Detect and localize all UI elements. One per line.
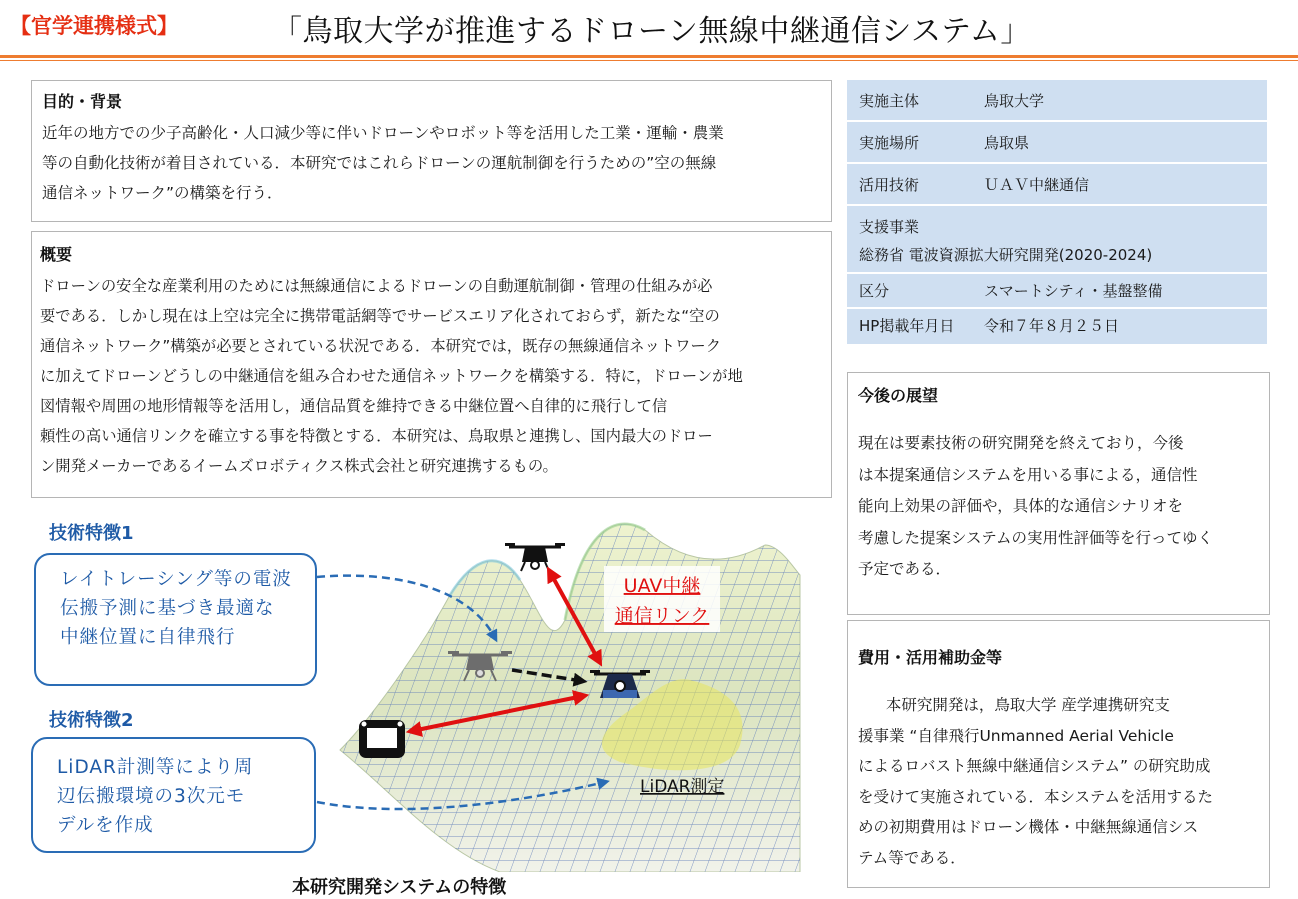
header-rule <box>0 55 1298 58</box>
form-tag: 【官学連携様式】 <box>10 14 178 38</box>
overview-line: 要である．しかし現在は上空は完全に携帯電話網等でサービスエリア化されておらず，新たな“空の <box>40 307 720 325</box>
info-row-location <box>847 122 1267 164</box>
funding-heading: 費用・活用補助金等 <box>858 648 1003 667</box>
feature2-line: LiDAR計測等により周 <box>57 757 254 778</box>
info-label: HP掲載年月日 <box>859 317 955 335</box>
funding-line: を受けて実施されている．本システムを活用するた <box>858 787 1213 806</box>
info-row-date <box>847 309 1267 344</box>
info-row-support <box>847 206 1267 274</box>
feature2-title: 技術特徴2 <box>49 710 134 731</box>
info-value: スマートシティ・基盤整備 <box>984 282 1163 300</box>
controller-icon <box>359 720 405 758</box>
info-value: 令和７年８月２５日 <box>984 317 1120 335</box>
info-label: 区分 <box>859 282 890 300</box>
feature1-line: レイトレーシング等の電波 <box>60 569 292 590</box>
funding-line: めの初期費用はドローン機体・中継無線通信シス <box>858 818 1199 836</box>
info-label: 実施場所 <box>859 134 920 152</box>
info-value: 鳥取県 <box>984 134 1030 152</box>
info-label: 活用技術 <box>859 176 920 194</box>
relay-link-label: UAV中継 <box>623 575 701 597</box>
feature1-line: 中継位置に自律飛行 <box>60 627 236 648</box>
overview-line: 頼性の高い通信リンクを確立する事を特徴とする．本研究は、鳥取県と連携し、国内最大のドロー <box>40 427 713 445</box>
outlook-line: 能向上効果の評価や，具体的な通信シナリオを <box>858 497 1184 515</box>
purpose-line: 等の自動化技術が着目されている．本研究ではこれらドローンの運航制御を行うための”空の無線 <box>42 154 717 172</box>
info-row-category <box>847 274 1267 309</box>
overview-line: ドローンの安全な産業利用のためには無線通信によるドローンの自動運航制御・管理の仕組みが必 <box>40 277 713 295</box>
feature2-box <box>31 737 316 853</box>
funding-section <box>847 620 1270 888</box>
overview-line: に加えてドローンどうしの中継通信を組み合わせた通信ネットワークを構築する．特に，ドローンが地 <box>40 367 743 385</box>
purpose-heading: 目的・背景 <box>42 92 123 111</box>
feature2-line: 辺伝搬環境の3次元モ <box>57 786 246 807</box>
overview-line: 通信ネットワーク”構築が必要とされている状況である．本研究では，既存の無線通信ネットワーク <box>40 337 721 355</box>
drone-icon <box>505 543 565 571</box>
info-value: 鳥取大学 <box>984 92 1045 110</box>
lidar-label: LiDAR測定 <box>640 777 725 797</box>
feature2-line: デルを作成 <box>57 815 154 836</box>
outlook-line: 予定である． <box>858 560 952 578</box>
diagram-caption: 本研究開発システムの特徴 <box>292 877 507 898</box>
relay-link-label: 通信リンク <box>614 605 710 627</box>
system-diagram <box>300 500 805 872</box>
funding-line: 本研究開発は，鳥取大学 産学連携研究支 <box>885 696 1170 714</box>
overview-line: 図情報や周囲の地形情報等を活用し，通信品質を維持できる中継位置へ自律的に飛行して信 <box>40 397 668 415</box>
info-label: 支援事業 <box>859 218 920 236</box>
purpose-line: 通信ネットワーク”の構築を行う． <box>42 184 283 202</box>
feature1-title: 技術特徴1 <box>49 523 134 544</box>
info-table <box>847 80 1267 344</box>
outlook-line: は本提案通信システムを用いる事による，通信性 <box>858 465 1198 484</box>
overview-heading: 概要 <box>40 245 73 264</box>
outlook-line: 現在は要素技術の研究開発を終えており，今後 <box>858 434 1184 452</box>
funding-line: テム等である． <box>858 848 966 867</box>
info-value: 総務省 電波資源拡大研究開発(2020-2024) <box>859 246 1153 264</box>
overview-line: ン開発メーカーであるイームズロボティクス株式会社と研究連携するもの。 <box>40 457 558 475</box>
purpose-line: 近年の地方での少子高齢化・人口減少等に伴いドローンやロボット等を活用した工業・運輸・農業 <box>42 124 724 142</box>
header-rule-thin <box>0 60 1298 61</box>
page-title: 「鳥取大学が推進するドローン無線中継通信システム」 <box>272 14 1031 49</box>
info-row-technology <box>847 164 1267 206</box>
funding-line: 援事業 “自律飛行Unmanned Aerial Vehicle <box>858 726 1174 745</box>
funding-line: によるロバスト無線中継通信システム” の研究助成 <box>858 757 1211 775</box>
overview-section <box>31 231 832 498</box>
feature1-line: 伝搬予測に基づき最適な <box>60 598 275 619</box>
purpose-section <box>31 80 832 222</box>
outlook-section <box>847 372 1270 615</box>
info-value: ＵＡＶ中継通信 <box>984 176 1090 194</box>
outlook-heading: 今後の展望 <box>858 386 939 405</box>
info-label: 実施主体 <box>859 92 920 110</box>
info-row-implementer <box>847 80 1267 122</box>
outlook-line: 考慮した提案システムの実用性評価等を行ってゆく <box>858 528 1213 547</box>
feature1-box <box>34 553 317 686</box>
